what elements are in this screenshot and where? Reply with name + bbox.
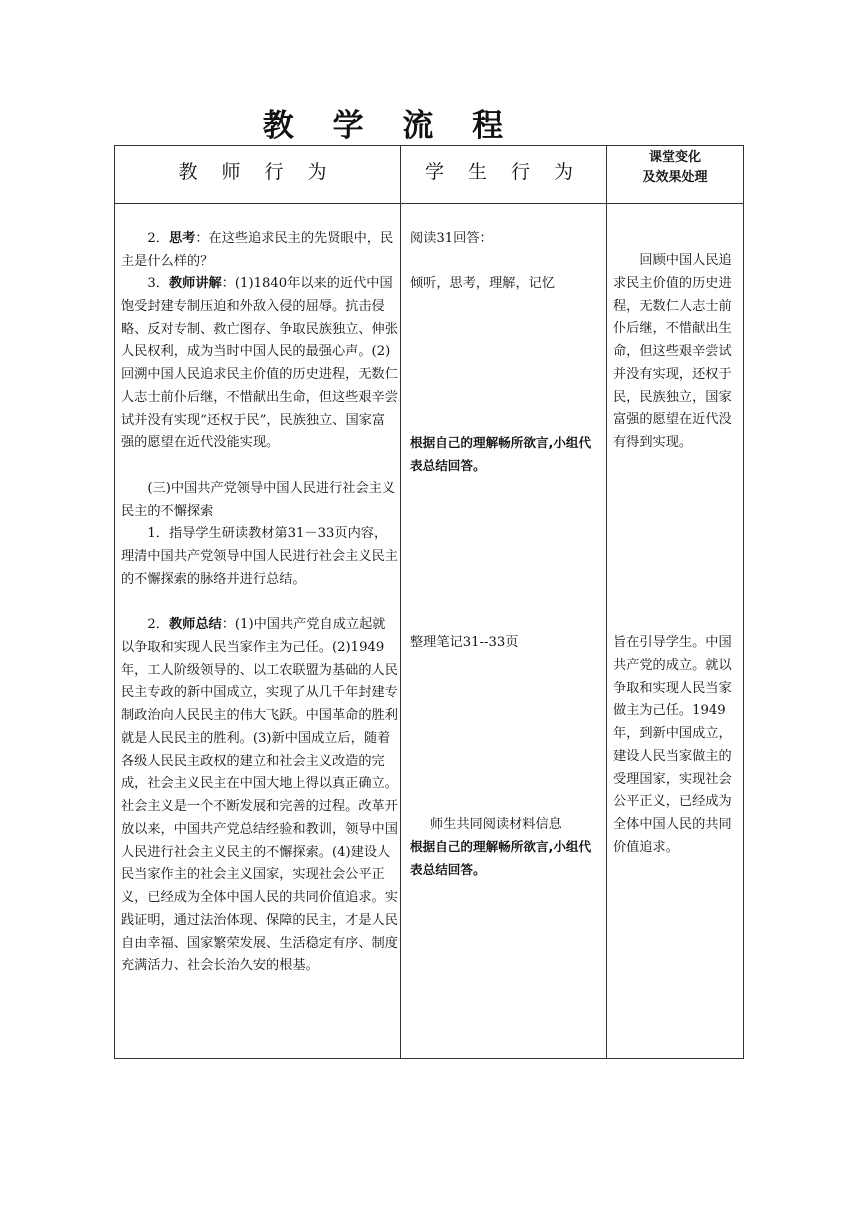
item-text: ：(1)1840年以来的近代中国饱受封建专制压迫和外敌入侵的屈辱。抗击侵略、反对专制、救亡图存、争取民族独立、伸张人民权利，成为当时中国人民的最强心声。(2)回溯中国人民追求民主价值的历史进程，无数仁人志士前仆后继，不惜献出生命，但这些艰辛尝试并没有实现“还权于民”，民族独立、国家富强的愿望在近代没能实现。: [121, 276, 398, 451]
item-number: 3．: [147, 276, 169, 291]
header-divider: [115, 203, 743, 204]
student-discuss-2: 根据自己的理解畅所欲言,小组代表总结回答。: [410, 839, 592, 877]
student-read: 阅读31回答：: [410, 231, 493, 246]
header-effect-line2: 及效果处理: [642, 170, 708, 185]
effect-guide: 旨在引导学生。中国共产党的成立。就以争取和实现人民当家做主为己任。1949年，到新中国成立，建设人民当家做主的受理国家，实现社会公平正义，已经成为全体中国人民的共同价值追求。: [613, 635, 732, 855]
item-text: ：(1)中国共产党自成立起就以争取和实现人民当家作主为己任。(2)1949年，工人阶级领导的、以工农联盟为基础的人民民主专政的新中国成立，实现了从几千年封建专制政治向人民民主的伟大飞跃。中国革命的胜利就是人民民主的胜利。(3)新中国成立后，随着各级人民民主政权的建立和社会主义改造的完成，社会主义民主在中国大地上得以真正确立。社会主义是一个不断发展和完善的过程。改革开放以来，中国共产党总结经验和教训，领导中国人民进行社会主义民主的不懈探索。(4)建设人民当家作主的社会主义国家，实现社会公平正义，已经成为全体中国人民的共同价值追求。实践证明，通过法治体现、保障的民主，才是人民自由幸福、国家繁荣发展、生活稳定有序、制度充满活力、社会长治久安的根基。: [121, 617, 398, 974]
teacher-section-heading: (三)中国共产党领导中国人民进行社会主义民主的不懈探索: [121, 481, 396, 519]
teacher-paragraph-guide: 1．指导学生研读教材第31－33页内容，理清中国共产党领导中国人民进行社会主义民主的不懈探索的脉络并进行总结。: [121, 526, 398, 587]
teacher-paragraph-summary: [121, 614, 398, 978]
item-heading: 思考: [168, 231, 196, 246]
effect-review: 回顾中国人民追求民主价值的历史进程，无数仁人志士前仆后继，不惜献出生命，但这些艰辛尝试并没有实现，还权于民，民族独立，国家富强的愿望在近代没有得到实现。: [613, 253, 732, 450]
item-number: 2．: [147, 231, 169, 246]
teacher-paragraph-lecture: [121, 273, 398, 455]
header-effect: [607, 148, 743, 188]
header-effect-line1: 课堂变化: [648, 150, 701, 165]
student-discuss: 根据自己的理解畅所欲言,小组代表总结回答。: [410, 435, 592, 473]
item-number: 2．: [147, 617, 169, 632]
column-divider: [606, 146, 607, 1058]
column-divider: [400, 146, 401, 1058]
item-heading: 教师讲解: [168, 276, 222, 291]
header-teacher: 教 师 行 为: [178, 161, 336, 183]
header-student: 学 生 行 为: [424, 161, 583, 183]
item-heading: 教师总结: [168, 617, 222, 632]
student-read-material: 师生共同阅读材料信息: [430, 817, 562, 832]
student-listen: 倾听，思考，理解，记忆: [410, 276, 556, 291]
teacher-paragraph-think: [121, 228, 398, 274]
item-text: ：在这些追求民主的先贤眼中，民主是什么样的？: [121, 231, 394, 269]
student-notes: 整理笔记31--33页: [410, 635, 519, 650]
page-title: 教 学 流 程: [262, 108, 518, 144]
